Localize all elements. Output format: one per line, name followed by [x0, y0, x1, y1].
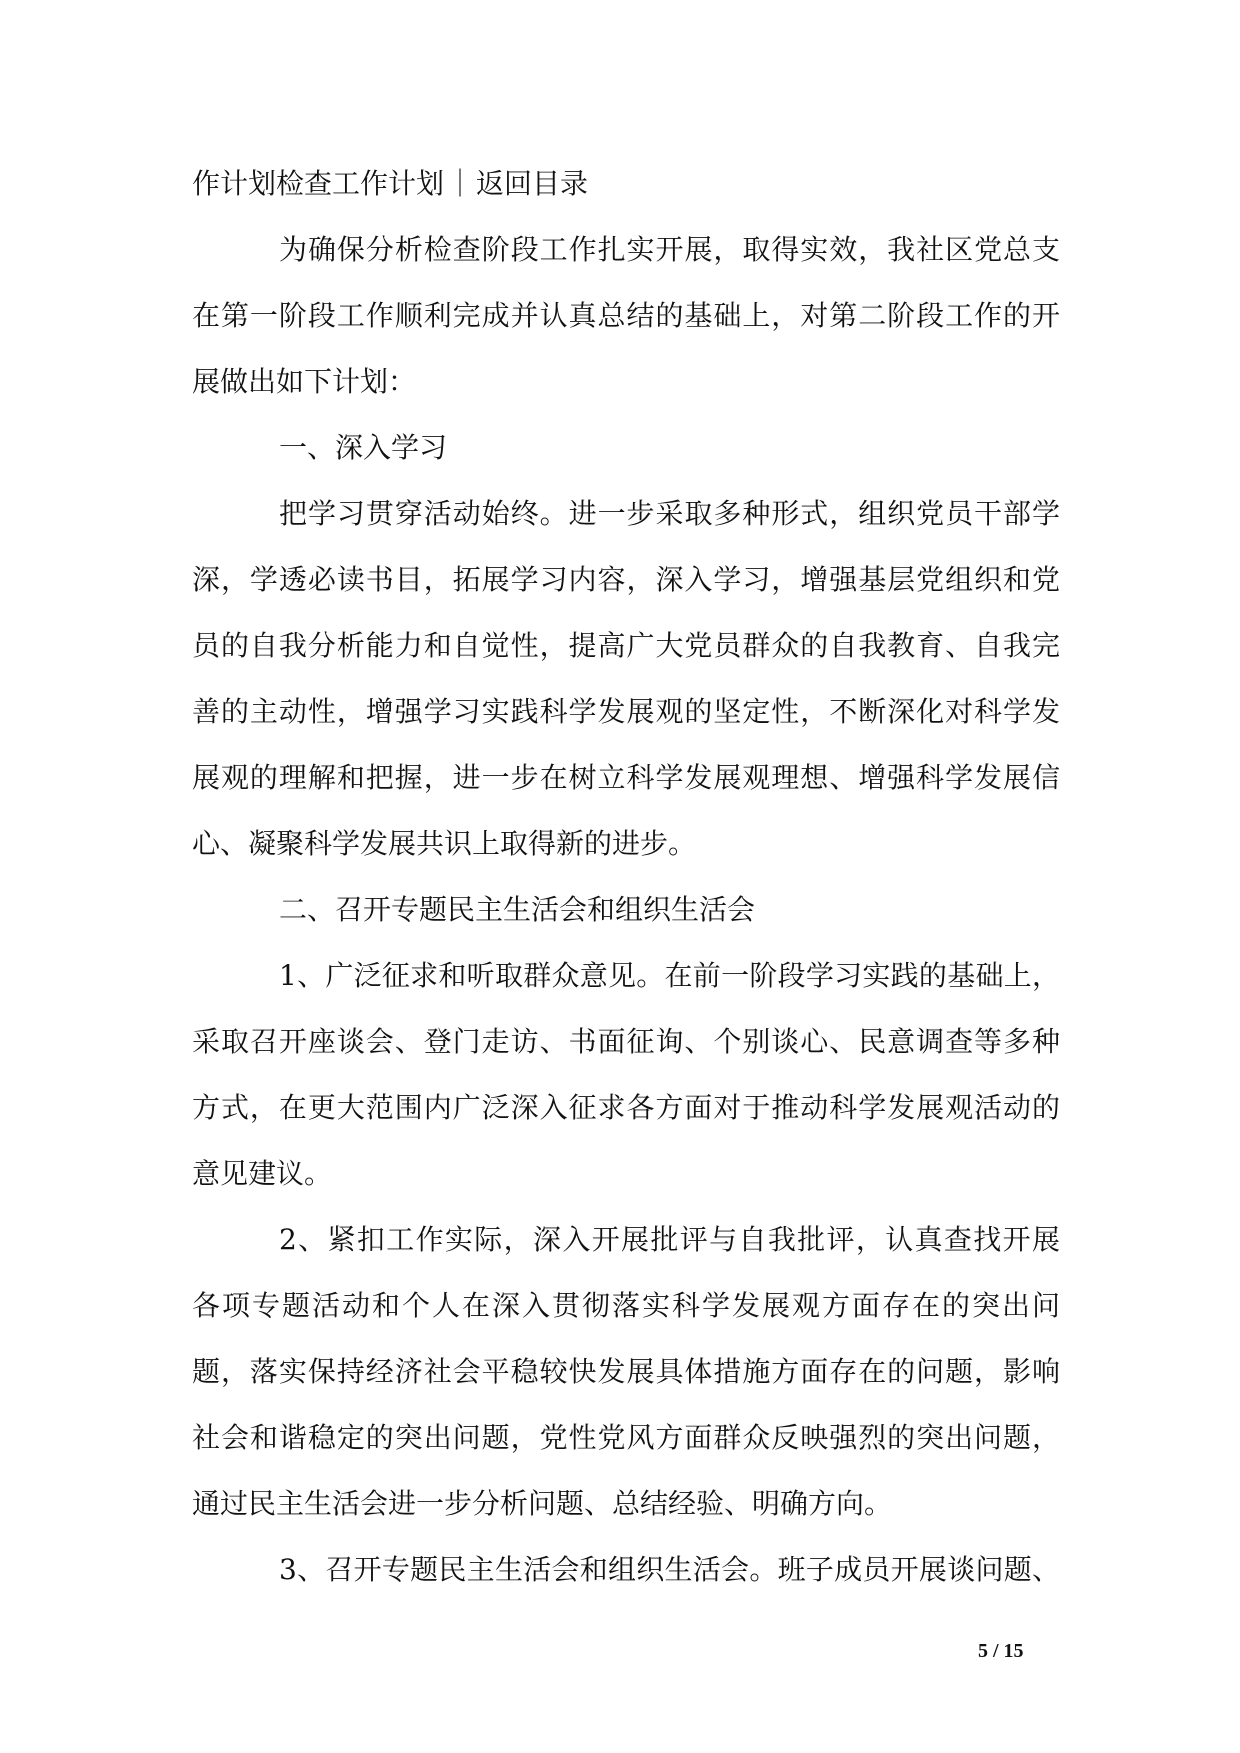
text-line: 社会和谐稳定的突出问题，党性党风方面群众反映强烈的突出问题，	[192, 1421, 1060, 1454]
document-body	[192, 151, 1060, 1603]
paragraph-item-2	[192, 1207, 1060, 1537]
page-number: 5 / 15	[978, 1640, 1024, 1662]
header-separator: ｜	[446, 167, 475, 200]
paragraph-item-1	[192, 943, 1060, 1207]
text-line: 在第一阶段工作顺利完成并认真总结的基础上，对第二阶段工作的开	[192, 299, 1060, 332]
text-line: 意见建议。	[192, 1157, 333, 1190]
text-line: 1、广泛征求和听取群众意见。在前一阶段学习实践的基础上，	[279, 959, 1060, 992]
section-heading-2: 二、召开专题民主生活会和组织生活会	[279, 893, 756, 926]
text-line: 把学习贯穿活动始终。进一步采取多种形式，组织党员干部学	[279, 497, 1060, 530]
section-heading-1: 一、深入学习	[279, 431, 448, 464]
text-line: 心、凝聚科学发展共识上取得新的进步。	[192, 827, 697, 860]
text-line: 展观的理解和把握，进一步在树立科学发展观理想、增强科学发展信	[192, 761, 1060, 794]
paragraph-intro	[192, 217, 1060, 415]
header-title-link[interactable]: 作计划检查工作计划	[192, 167, 445, 200]
text-line: 方式，在更大范围内广泛深入征求各方面对于推动科学发展观活动的	[192, 1091, 1060, 1124]
text-line: 2、紧扣工作实际，深入开展批评与自我批评，认真查找开展	[279, 1223, 1060, 1256]
text-line: 为确保分析检查阶段工作扎实开展，取得实效，我社区党总支	[279, 233, 1060, 266]
text-line: 题，落实保持经济社会平稳较快发展具体措施方面存在的问题，影响	[192, 1355, 1060, 1388]
text-line: 3、召开专题民主生活会和组织生活会。班子成员开展谈问题、	[279, 1553, 1060, 1586]
text-line: 员的自我分析能力和自觉性，提高广大党员群众的自我教育、自我完	[192, 629, 1060, 662]
text-line: 善的主动性，增强学习实践科学发展观的坚定性，不断深化对科学发	[192, 695, 1060, 728]
text-line: 通过民主生活会进一步分析问题、总结经验、明确方向。	[192, 1487, 893, 1520]
text-line: 各项专题活动和个人在深入贯彻落实科学发展观方面存在的突出问	[192, 1289, 1060, 1322]
paragraph-item-3	[192, 1537, 1060, 1603]
paragraph-study	[192, 481, 1060, 877]
back-to-contents-link[interactable]: 返回目录	[476, 167, 589, 200]
text-line: 展做出如下计划：	[192, 365, 417, 398]
header-nav	[192, 151, 1060, 217]
text-line: 深，学透必读书目，拓展学习内容，深入学习，增强基层党组织和党	[192, 563, 1060, 596]
text-line: 采取召开座谈会、登门走访、书面征询、个别谈心、民意调查等多种	[192, 1025, 1060, 1058]
